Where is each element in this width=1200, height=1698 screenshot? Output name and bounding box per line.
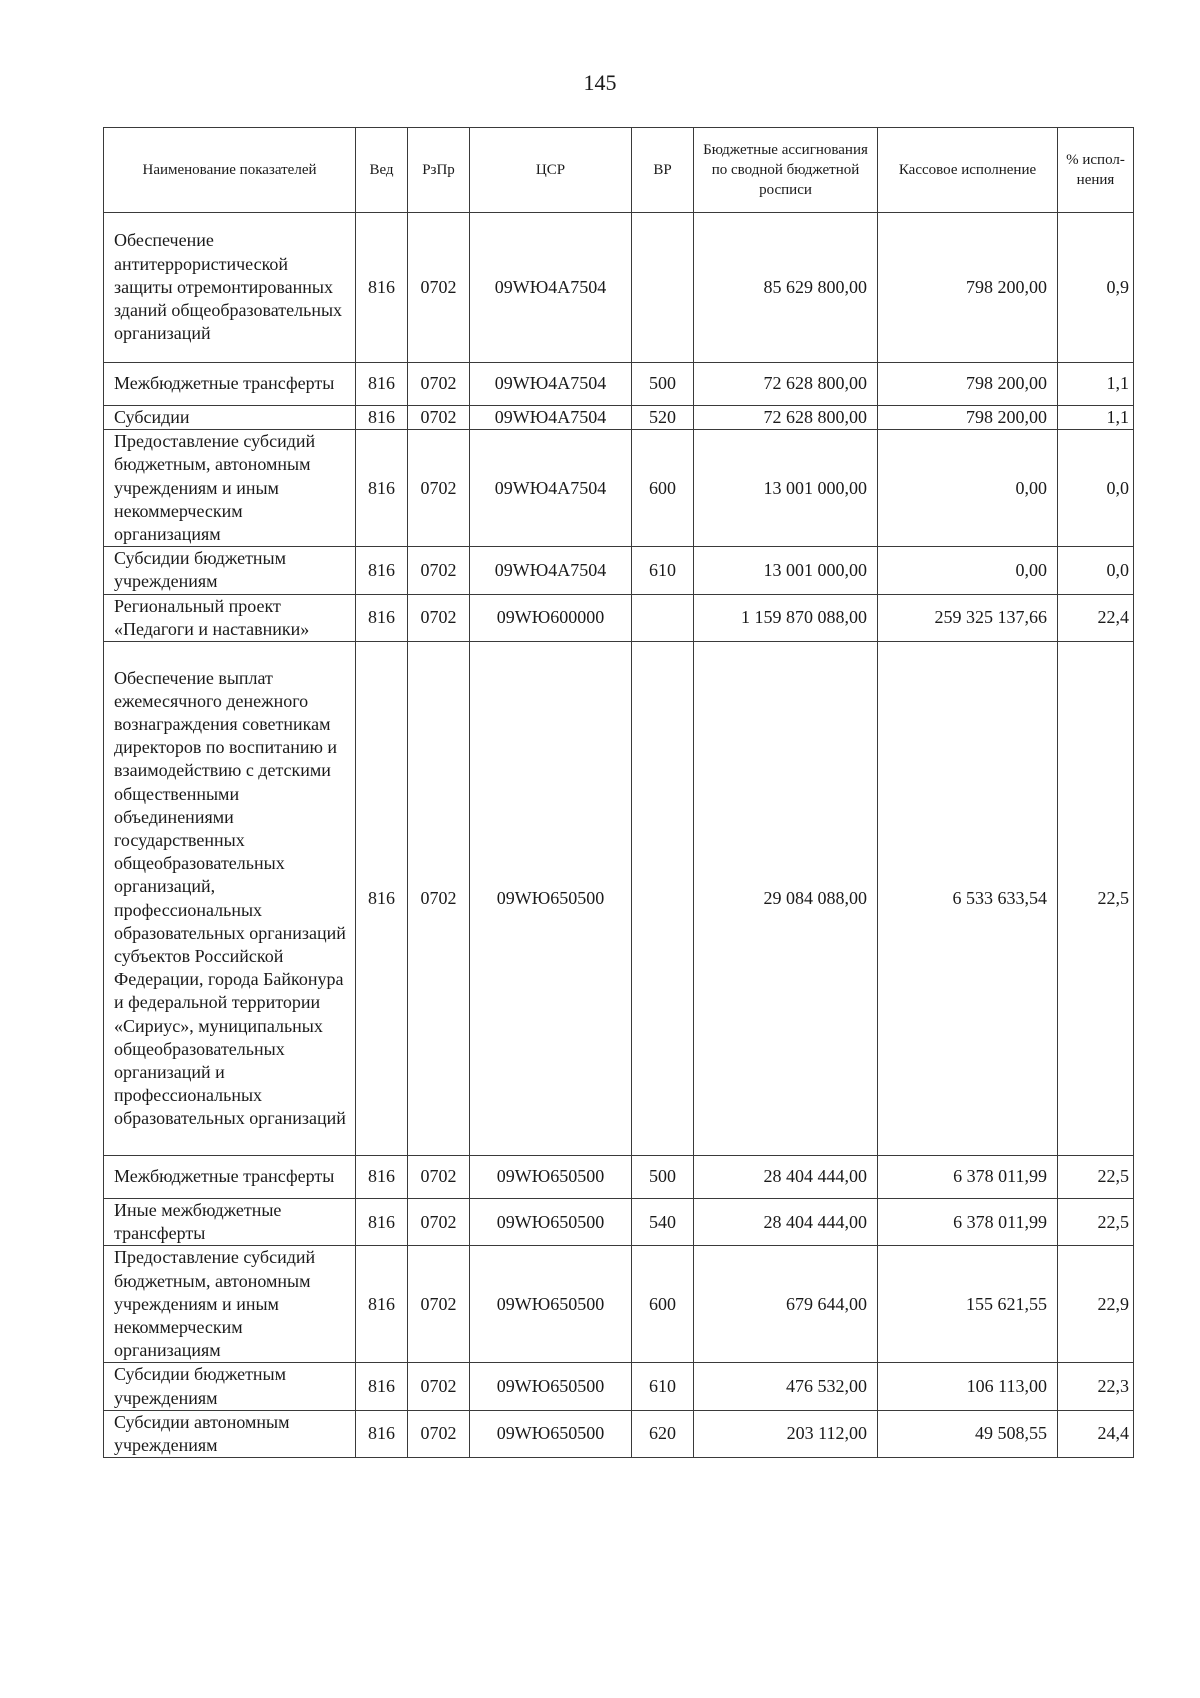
row-rzpr: 0702 bbox=[408, 1156, 470, 1199]
header-vr: ВР bbox=[632, 128, 694, 213]
row-ved: 816 bbox=[356, 642, 408, 1156]
row-csr: 09WЮ650500 bbox=[470, 1363, 632, 1410]
row-assignments: 28 404 444,00 bbox=[694, 1199, 878, 1246]
header-rzpr: РзПр bbox=[408, 128, 470, 213]
row-assignments: 13 001 000,00 bbox=[694, 430, 878, 547]
row-ved: 816 bbox=[356, 1246, 408, 1363]
row-execution: 155 621,55 bbox=[878, 1246, 1058, 1363]
budget-table bbox=[103, 127, 1134, 1458]
row-assignments: 85 629 800,00 bbox=[694, 213, 878, 363]
row-execution: 259 325 137,66 bbox=[878, 594, 1058, 641]
table-row bbox=[104, 1363, 1134, 1410]
row-name: Иные межбюджетные трансферты bbox=[104, 1199, 356, 1246]
row-rzpr: 0702 bbox=[408, 406, 470, 430]
row-percent: 22,4 bbox=[1058, 594, 1134, 641]
row-name: Субсидии bbox=[104, 406, 356, 430]
row-vr: 500 bbox=[632, 1156, 694, 1199]
row-ved: 816 bbox=[356, 594, 408, 641]
row-percent: 22,5 bbox=[1058, 1156, 1134, 1199]
row-assignments: 476 532,00 bbox=[694, 1363, 878, 1410]
row-rzpr: 0702 bbox=[408, 1410, 470, 1457]
row-csr: 09WЮ650500 bbox=[470, 1156, 632, 1199]
row-vr: 600 bbox=[632, 1246, 694, 1363]
row-csr: 09WЮ650500 bbox=[470, 1199, 632, 1246]
row-ved: 816 bbox=[356, 430, 408, 547]
row-csr: 09WЮ600000 bbox=[470, 594, 632, 641]
row-rzpr: 0702 bbox=[408, 1363, 470, 1410]
row-vr: 610 bbox=[632, 1363, 694, 1410]
row-rzpr: 0702 bbox=[408, 363, 470, 406]
row-csr: 09WЮ4А7504 bbox=[470, 213, 632, 363]
table-row bbox=[104, 547, 1134, 594]
row-vr: 540 bbox=[632, 1199, 694, 1246]
row-vr bbox=[632, 594, 694, 641]
header-assignments: Бюджетные ассигнования по сводной бюджетной росписи bbox=[694, 128, 878, 213]
row-assignments: 29 084 088,00 bbox=[694, 642, 878, 1156]
row-execution: 6 533 633,54 bbox=[878, 642, 1058, 1156]
row-assignments: 72 628 800,00 bbox=[694, 363, 878, 406]
row-assignments: 203 112,00 bbox=[694, 1410, 878, 1457]
row-execution: 798 200,00 bbox=[878, 406, 1058, 430]
row-vr: 520 bbox=[632, 406, 694, 430]
row-vr: 600 bbox=[632, 430, 694, 547]
row-name: Обеспечение выплат ежемесячного денежного вознаграждения советникам директоров по воспитанию и взаимодействию с детскими общественными объединениями государственных общеобразовательных организаций, профессиональных образовательных организаций субъектов Российской Федерации, города Байконура и федеральной территории «Сириус», муниципальных общеобразовательных организаций и профессиональных образовательных организаций bbox=[104, 642, 356, 1156]
row-percent: 1,1 bbox=[1058, 406, 1134, 430]
row-execution: 0,00 bbox=[878, 547, 1058, 594]
row-name: Субсидии автономным учреждениям bbox=[104, 1410, 356, 1457]
row-vr bbox=[632, 642, 694, 1156]
table-row bbox=[104, 1246, 1134, 1363]
row-csr: 09WЮ4А7504 bbox=[470, 406, 632, 430]
row-ved: 816 bbox=[356, 1363, 408, 1410]
row-execution: 49 508,55 bbox=[878, 1410, 1058, 1457]
row-vr: 610 bbox=[632, 547, 694, 594]
header-csr: ЦСР bbox=[470, 128, 632, 213]
row-name: Предоставление субсидий бюджетным, автономным учреждениям и иным некоммерческим организациям bbox=[104, 430, 356, 547]
row-rzpr: 0702 bbox=[408, 213, 470, 363]
row-rzpr: 0702 bbox=[408, 547, 470, 594]
table-row bbox=[104, 594, 1134, 641]
row-ved: 816 bbox=[356, 1199, 408, 1246]
row-percent: 0,9 bbox=[1058, 213, 1134, 363]
row-percent: 22,9 bbox=[1058, 1246, 1134, 1363]
table-row bbox=[104, 1156, 1134, 1199]
row-percent: 22,5 bbox=[1058, 1199, 1134, 1246]
row-assignments: 28 404 444,00 bbox=[694, 1156, 878, 1199]
row-ved: 816 bbox=[356, 1410, 408, 1457]
row-name: Межбюджетные трансферты bbox=[104, 1156, 356, 1199]
row-percent: 22,5 bbox=[1058, 642, 1134, 1156]
page-number: 145 bbox=[583, 70, 617, 95]
row-execution: 6 378 011,99 bbox=[878, 1156, 1058, 1199]
row-rzpr: 0702 bbox=[408, 1199, 470, 1246]
row-rzpr: 0702 bbox=[408, 594, 470, 641]
row-execution: 106 113,00 bbox=[878, 1363, 1058, 1410]
row-name: Региональный проект «Педагоги и наставники» bbox=[104, 594, 356, 641]
row-rzpr: 0702 bbox=[408, 642, 470, 1156]
row-ved: 816 bbox=[356, 547, 408, 594]
header-execution: Кассовое исполнение bbox=[878, 128, 1058, 213]
row-percent: 22,3 bbox=[1058, 1363, 1134, 1410]
row-percent: 24,4 bbox=[1058, 1410, 1134, 1457]
row-percent: 0,0 bbox=[1058, 430, 1134, 547]
row-execution: 798 200,00 bbox=[878, 363, 1058, 406]
row-execution: 798 200,00 bbox=[878, 213, 1058, 363]
row-csr: 09WЮ650500 bbox=[470, 642, 632, 1156]
row-csr: 09WЮ4А7504 bbox=[470, 547, 632, 594]
table-body bbox=[104, 213, 1134, 1458]
row-csr: 09WЮ650500 bbox=[470, 1410, 632, 1457]
row-ved: 816 bbox=[356, 363, 408, 406]
row-csr: 09WЮ650500 bbox=[470, 1246, 632, 1363]
row-vr: 620 bbox=[632, 1410, 694, 1457]
header-ved: Вед bbox=[356, 128, 408, 213]
row-ved: 816 bbox=[356, 1156, 408, 1199]
row-name: Субсидии бюджетным учреждениям bbox=[104, 547, 356, 594]
table-row bbox=[104, 430, 1134, 547]
row-execution: 6 378 011,99 bbox=[878, 1199, 1058, 1246]
table-row bbox=[104, 1199, 1134, 1246]
row-percent: 0,0 bbox=[1058, 547, 1134, 594]
table-row bbox=[104, 213, 1134, 363]
row-name: Предоставление субсидий бюджетным, автономным учреждениям и иным некоммерческим организациям bbox=[104, 1246, 356, 1363]
header-name: Наименование показателей bbox=[104, 128, 356, 213]
row-ved: 816 bbox=[356, 213, 408, 363]
row-csr: 09WЮ4А7504 bbox=[470, 430, 632, 547]
table-row bbox=[104, 1410, 1134, 1457]
row-rzpr: 0702 bbox=[408, 1246, 470, 1363]
row-rzpr: 0702 bbox=[408, 430, 470, 547]
row-assignments: 72 628 800,00 bbox=[694, 406, 878, 430]
row-vr bbox=[632, 213, 694, 363]
row-name: Обеспечение антитеррористической защиты отремонтированных зданий общеобразовательных организаций bbox=[104, 213, 356, 363]
table-row bbox=[104, 406, 1134, 430]
table-row bbox=[104, 642, 1134, 1156]
row-csr: 09WЮ4А7504 bbox=[470, 363, 632, 406]
row-assignments: 13 001 000,00 bbox=[694, 547, 878, 594]
row-assignments: 1 159 870 088,00 bbox=[694, 594, 878, 641]
header-percent: % испол-нения bbox=[1058, 128, 1134, 213]
row-percent: 1,1 bbox=[1058, 363, 1134, 406]
row-vr: 500 bbox=[632, 363, 694, 406]
table-row bbox=[104, 363, 1134, 406]
row-ved: 816 bbox=[356, 406, 408, 430]
row-name: Межбюджетные трансферты bbox=[104, 363, 356, 406]
row-execution: 0,00 bbox=[878, 430, 1058, 547]
header-row bbox=[104, 128, 1134, 213]
row-assignments: 679 644,00 bbox=[694, 1246, 878, 1363]
row-name: Субсидии бюджетным учреждениям bbox=[104, 1363, 356, 1410]
